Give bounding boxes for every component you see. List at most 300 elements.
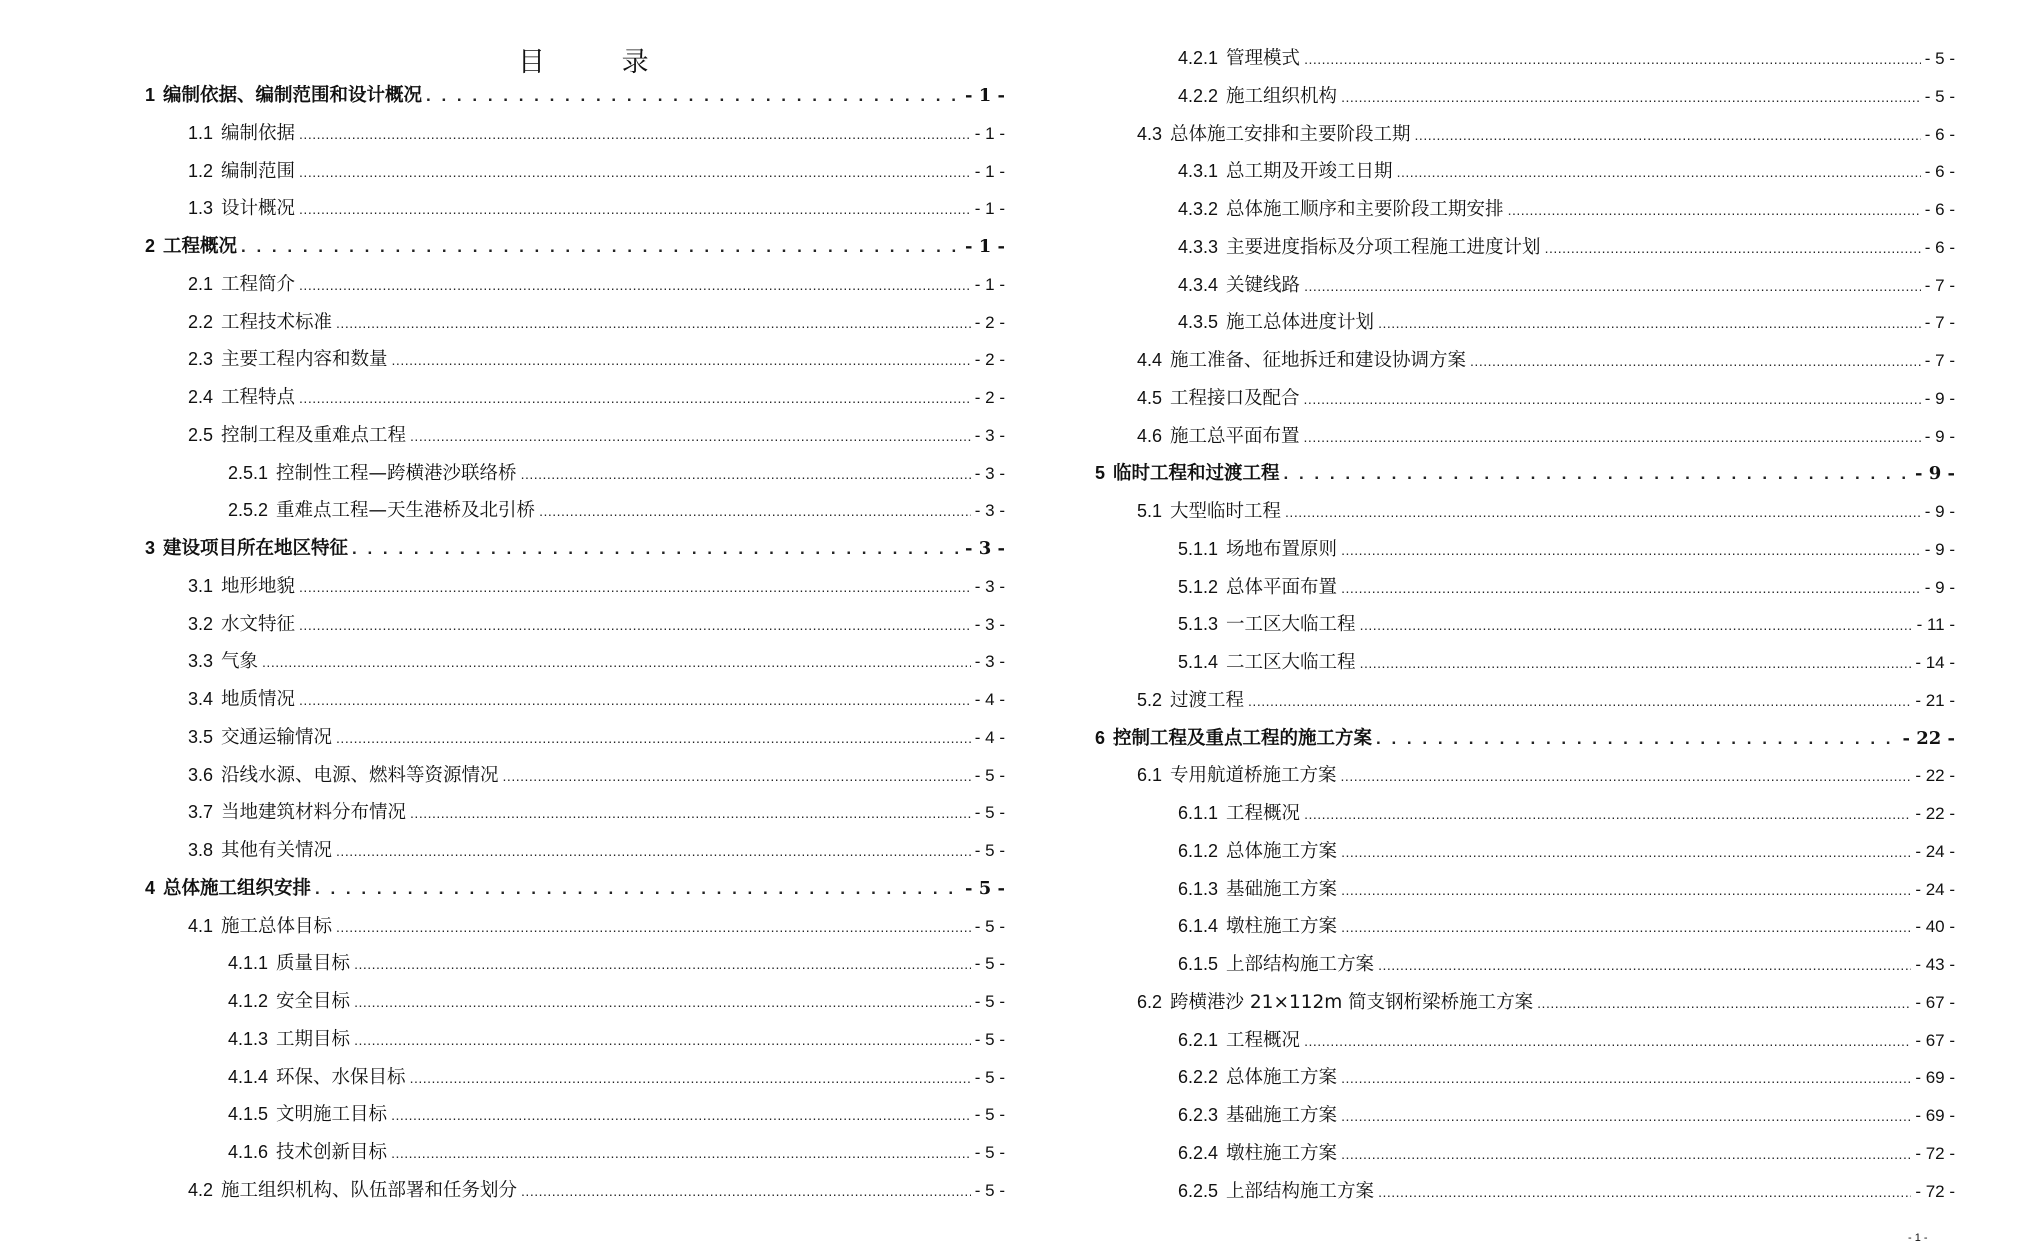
toc-entry-page: - 9 - bbox=[1924, 539, 1955, 559]
toc-leader-dots bbox=[299, 385, 971, 411]
toc-entry-label: 地质情况 bbox=[221, 689, 296, 710]
toc-entry[interactable] bbox=[1178, 83, 1955, 110]
toc-leader-dots bbox=[1341, 1141, 1911, 1167]
toc-entry-page: - 5 - bbox=[974, 1143, 1005, 1162]
toc-entry[interactable] bbox=[1137, 498, 1955, 525]
toc-entry-label: 质量目标 bbox=[276, 953, 351, 975]
toc-leader-dots bbox=[262, 649, 971, 675]
toc-entry[interactable] bbox=[145, 233, 1005, 260]
toc-entry[interactable] bbox=[1178, 876, 1955, 903]
toc-entry-page: - 4 - bbox=[974, 727, 1005, 747]
toc-entry-label: 总体施工组织安排 bbox=[163, 877, 312, 899]
toc-entry-number: 6.1.1 bbox=[1178, 803, 1219, 823]
toc-entry-page: - 69 - bbox=[1915, 1106, 1955, 1125]
toc-entry-page: - 5 - bbox=[974, 1029, 1005, 1049]
toc-entry-number: 1.1 bbox=[188, 122, 214, 143]
toc-entry-number: 6.1.2 bbox=[1178, 840, 1219, 861]
toc-entry-label: 上部结构施工方案 bbox=[1226, 1180, 1375, 1202]
toc-entry[interactable] bbox=[145, 875, 1005, 902]
toc-entry-number: 6.1.3 bbox=[1178, 878, 1219, 899]
toc-entry-page: - 3 - bbox=[974, 425, 1005, 445]
toc-entry-page: - 5 - bbox=[974, 992, 1005, 1011]
toc-entry-label: 一工区大临工程 bbox=[1226, 614, 1356, 636]
toc-entry[interactable] bbox=[1178, 611, 1955, 638]
toc-leader-dots bbox=[1304, 386, 1921, 412]
toc-entry-page: - 72 - bbox=[1915, 1143, 1955, 1163]
toc-leader-dots bbox=[521, 1178, 971, 1204]
toc-leader-dots bbox=[299, 687, 971, 713]
toc-entry-label: 环保、水保目标 bbox=[276, 1066, 406, 1088]
toc-entry-page: - 9 - bbox=[1924, 426, 1955, 446]
toc-entry-page: - 6 - bbox=[1924, 124, 1955, 144]
toc-entry[interactable] bbox=[1137, 687, 1955, 714]
toc-entry-label: 跨横港沙 21×112m 简支钢桁梁桥施工方案 bbox=[1170, 991, 1534, 1013]
toc-entry-page: - 5 - bbox=[974, 1067, 1005, 1087]
toc-leader-dots bbox=[1285, 499, 1921, 525]
toc-entry-page: - 2 - bbox=[974, 388, 1005, 407]
toc-entry[interactable] bbox=[1178, 574, 1955, 601]
toc-leader-dots bbox=[354, 1027, 971, 1053]
toc-leader-dots bbox=[354, 989, 971, 1015]
toc-entry-label: 施工组织机构、队伍部署和任务划分 bbox=[221, 1179, 518, 1201]
toc-leader-dots bbox=[1376, 726, 1898, 752]
toc-entry-number: 4.5 bbox=[1137, 387, 1163, 408]
toc-leader-dots bbox=[410, 423, 971, 449]
toc-entry-label: 工程特点 bbox=[221, 387, 296, 408]
toc-entry-label: 沿线水源、电源、燃料等资源情况 bbox=[221, 764, 499, 786]
toc-leader-dots bbox=[1415, 122, 1921, 148]
toc-entry-page: - 67 - bbox=[1915, 1030, 1955, 1050]
toc-entry-page: - 21 - bbox=[1915, 690, 1955, 710]
toc-leader-dots bbox=[1360, 612, 1913, 638]
toc-entry-page: - 7 - bbox=[1924, 351, 1955, 370]
toc-entry[interactable] bbox=[188, 837, 1005, 864]
toc-leader-dots bbox=[1304, 424, 1921, 450]
toc-entry-number: 2.3 bbox=[188, 349, 214, 370]
toc-entry-page: - 3 - bbox=[974, 614, 1005, 634]
toc-entry-number: 5.1.4 bbox=[1178, 652, 1219, 672]
toc-entry-page: - 22 - bbox=[1915, 766, 1955, 786]
toc-leader-dots bbox=[1378, 310, 1921, 336]
toc-entry[interactable] bbox=[228, 1139, 1005, 1166]
toc-entry-label: 基础施工方案 bbox=[1226, 878, 1338, 900]
toc-entry-label: 关键线路 bbox=[1226, 274, 1301, 296]
toc-entry-label: 总体施工方案 bbox=[1226, 840, 1338, 862]
toc-entry-number: 6 bbox=[1095, 727, 1106, 748]
toc-leader-dots bbox=[315, 876, 961, 902]
toc-entry[interactable] bbox=[228, 988, 1005, 1015]
toc-entry[interactable] bbox=[145, 535, 1005, 562]
toc-entry-page: - 5 - bbox=[965, 877, 1005, 899]
toc-entry[interactable] bbox=[1178, 800, 1955, 827]
toc-entry-number: 6.2.5 bbox=[1178, 1180, 1219, 1201]
toc-entry-page: - 5 - bbox=[1924, 49, 1955, 68]
toc-leader-dots bbox=[521, 461, 971, 487]
toc-entry-number: 4.1.3 bbox=[228, 1028, 269, 1049]
toc-entry[interactable] bbox=[228, 1064, 1005, 1091]
toc-entry-page: - 3 - bbox=[974, 463, 1005, 483]
toc-entry[interactable] bbox=[1178, 158, 1955, 185]
toc-entry-number: 2.5.2 bbox=[228, 500, 269, 521]
toc-leader-dots bbox=[1397, 159, 1921, 185]
toc-leader-dots bbox=[410, 1065, 971, 1091]
toc-leader-dots bbox=[241, 234, 961, 260]
toc-entry-number: 4.3.3 bbox=[1178, 236, 1219, 257]
toc-entry[interactable] bbox=[1178, 45, 1955, 72]
toc-entry-label: 上部结构施工方案 bbox=[1226, 954, 1375, 975]
toc-leader-dots bbox=[1545, 235, 1921, 261]
toc-leader-dots bbox=[336, 914, 971, 940]
toc-entry-number: 6.2.1 bbox=[1178, 1029, 1219, 1050]
toc-leader-dots bbox=[1284, 461, 1911, 487]
toc-entry-number: 3.5 bbox=[188, 726, 214, 747]
toc-entry-number: 4.3.5 bbox=[1178, 312, 1219, 333]
toc-leader-dots bbox=[1378, 952, 1911, 978]
toc-entry[interactable] bbox=[188, 346, 1005, 373]
toc-entry-page: - 11 - bbox=[1916, 615, 1955, 635]
toc-entry-label: 工程概况 bbox=[163, 236, 238, 257]
toc-entry-label: 墩柱施工方案 bbox=[1226, 916, 1338, 938]
toc-leader-dots bbox=[1360, 650, 1912, 676]
toc-entry[interactable] bbox=[188, 120, 1005, 147]
toc-leader-dots bbox=[1508, 197, 1921, 223]
toc-entry-number: 4.3.2 bbox=[1178, 199, 1219, 219]
toc-entry[interactable] bbox=[188, 724, 1005, 751]
toc-entry-number: 4.1.1 bbox=[228, 953, 269, 974]
toc-entry-number: 4.1.4 bbox=[228, 1066, 269, 1087]
toc-leader-dots bbox=[336, 838, 971, 864]
toc-entry-page: - 9 - bbox=[1924, 577, 1955, 597]
footer-page-number: - 1 - bbox=[1908, 1232, 1928, 1244]
toc-entry-page: - 3 - bbox=[974, 576, 1005, 596]
toc-entry-page: - 24 - bbox=[1915, 879, 1955, 899]
toc-entry-number: 1.3 bbox=[188, 198, 214, 219]
toc-entry-label: 控制工程及重点工程的施工方案 bbox=[1113, 727, 1373, 749]
toc-entry-label: 总体施工安排和主要阶段工期 bbox=[1170, 123, 1411, 145]
toc-leader-dots bbox=[299, 272, 971, 298]
toc-entry-page: - 7 - bbox=[1924, 313, 1955, 333]
toc-entry-number: 2.5 bbox=[188, 424, 214, 445]
toc-entry[interactable] bbox=[1178, 234, 1955, 261]
toc-entry[interactable] bbox=[188, 686, 1005, 713]
toc-entry-label: 施工总体目标 bbox=[221, 915, 333, 937]
toc-entry-page: - 6 - bbox=[1924, 162, 1955, 182]
toc-entry[interactable] bbox=[1137, 347, 1955, 374]
toc-entry-page: - 5 - bbox=[974, 841, 1005, 860]
toc-entry-number: 6.2.2 bbox=[1178, 1067, 1219, 1088]
toc-entry[interactable] bbox=[1137, 385, 1955, 412]
toc-entry[interactable] bbox=[1178, 309, 1955, 336]
toc-entry-page: - 5 - bbox=[974, 765, 1005, 785]
toc-leader-dots bbox=[426, 83, 961, 109]
toc-entry-page: - 1 - bbox=[965, 236, 1005, 257]
toc-entry-page: - 2 - bbox=[974, 350, 1005, 370]
toc-entry-label: 大型临时工程 bbox=[1170, 501, 1282, 522]
toc-entry[interactable] bbox=[1178, 913, 1955, 940]
toc-entry-label: 气象 bbox=[221, 651, 259, 673]
toc-entry-number: 4.2.1 bbox=[1178, 48, 1219, 68]
toc-entry-page: - 72 - bbox=[1915, 1181, 1955, 1201]
toc-entry-page: - 2 - bbox=[974, 312, 1005, 332]
toc-leader-dots bbox=[1470, 348, 1921, 374]
toc-entry-page: - 69 - bbox=[1915, 1068, 1955, 1088]
toc-entry[interactable] bbox=[1178, 1140, 1955, 1167]
toc-entry-number: 2.2 bbox=[188, 311, 214, 332]
toc-entry-number: 2.5.1 bbox=[228, 462, 269, 483]
toc-entry-label: 施工总平面布置 bbox=[1170, 425, 1300, 447]
toc-leader-dots bbox=[391, 1140, 971, 1166]
toc-entry-number: 4.2.2 bbox=[1178, 85, 1219, 106]
toc-entry[interactable] bbox=[188, 309, 1005, 336]
toc-entry[interactable] bbox=[145, 82, 1005, 109]
toc-entry[interactable] bbox=[1178, 1178, 1955, 1205]
toc-leader-dots bbox=[1341, 84, 1921, 110]
toc-entry-number: 6.1 bbox=[1137, 765, 1163, 786]
toc-leader-dots bbox=[1304, 801, 1911, 827]
toc-entry-label: 水文特征 bbox=[221, 613, 296, 635]
toc-entry-label: 安全目标 bbox=[276, 991, 351, 1012]
toc-entry-page: - 24 - bbox=[1915, 841, 1955, 861]
toc-entry[interactable] bbox=[188, 1177, 1005, 1204]
toc-entry-label: 工期目标 bbox=[276, 1028, 351, 1050]
toc-entry-number: 3.3 bbox=[188, 651, 214, 672]
toc-entry-label: 主要进度指标及分项工程施工进度计划 bbox=[1226, 236, 1541, 258]
toc-entry-number: 4.2 bbox=[188, 1179, 214, 1200]
toc-entry-page: - 6 - bbox=[1924, 237, 1955, 257]
toc-leader-dots bbox=[539, 498, 971, 524]
toc-entry-number: 5.2 bbox=[1137, 689, 1163, 710]
toc-entry-number: 4.3 bbox=[1137, 123, 1163, 144]
toc-entry-page: - 4 - bbox=[974, 690, 1005, 709]
toc-entry-page: - 40 - bbox=[1915, 917, 1955, 937]
toc-entry[interactable] bbox=[1095, 725, 1955, 752]
toc-entry-label: 二工区大临工程 bbox=[1226, 652, 1356, 673]
toc-entry-label: 总体平面布置 bbox=[1226, 576, 1338, 598]
toc-entry-label: 工程技术标准 bbox=[221, 311, 333, 333]
toc-entry-number: 2 bbox=[145, 236, 156, 256]
toc-entry-label: 其他有关情况 bbox=[221, 840, 333, 861]
toc-entry-label: 工程概况 bbox=[1226, 803, 1301, 824]
toc-leader-dots bbox=[336, 310, 971, 336]
toc-entry-label: 地形地貌 bbox=[221, 575, 296, 597]
toc-entry-page: - 22 - bbox=[1915, 804, 1955, 823]
toc-entry[interactable] bbox=[188, 913, 1005, 940]
toc-leader-dots bbox=[354, 951, 971, 977]
toc-entry-page: - 6 - bbox=[1924, 200, 1955, 219]
toc-leader-dots bbox=[1341, 763, 1912, 789]
toc-entry-label: 过渡工程 bbox=[1170, 689, 1245, 711]
toc-entry[interactable] bbox=[188, 422, 1005, 449]
toc-entry-number: 3 bbox=[145, 538, 156, 558]
toc-entry[interactable] bbox=[1178, 1064, 1955, 1091]
toc-entry-label: 场地布置原则 bbox=[1226, 538, 1338, 560]
toc-entry-number: 4.1.6 bbox=[228, 1142, 269, 1162]
toc-leader-dots bbox=[1341, 839, 1911, 865]
toc-entry-page: - 5 - bbox=[974, 803, 1005, 823]
toc-entry-number: 4.4 bbox=[1137, 350, 1163, 370]
toc-leader-dots bbox=[1248, 688, 1911, 714]
toc-entry-number: 4.6 bbox=[1137, 425, 1163, 446]
toc-entry[interactable] bbox=[188, 648, 1005, 675]
toc-entry[interactable] bbox=[228, 950, 1005, 977]
toc-entry-label: 墩柱施工方案 bbox=[1226, 1142, 1338, 1164]
toc-entry-page: - 5 - bbox=[974, 1180, 1005, 1200]
toc-entry-page: - 1 - bbox=[974, 123, 1005, 143]
toc-leader-dots bbox=[299, 159, 971, 185]
toc-entry-label: 施工组织机构 bbox=[1226, 85, 1338, 107]
toc-leader-dots bbox=[1537, 990, 1911, 1016]
toc-entry[interactable] bbox=[1178, 838, 1955, 865]
toc-entry-number: 5.1.1 bbox=[1178, 538, 1219, 559]
toc-entry[interactable] bbox=[1178, 196, 1955, 223]
toc-leader-dots bbox=[1304, 1028, 1911, 1054]
toc-entry-page: - 7 - bbox=[1924, 275, 1955, 295]
toc-entry[interactable] bbox=[228, 460, 1005, 487]
toc-leader-dots bbox=[391, 1102, 971, 1128]
toc-entry-label: 技术创新目标 bbox=[276, 1142, 388, 1163]
toc-entry-number: 6.2 bbox=[1137, 991, 1163, 1012]
toc-entry-number: 5.1.2 bbox=[1178, 576, 1219, 597]
toc-entry-page: - 3 - bbox=[974, 501, 1005, 521]
toc-entry[interactable] bbox=[1178, 951, 1955, 978]
toc-entry-page: - 1 - bbox=[965, 85, 1005, 106]
toc-entry-page: - 22 - bbox=[1902, 727, 1955, 749]
toc-entry-label: 总体施工顺序和主要阶段工期安排 bbox=[1226, 199, 1504, 220]
toc-leader-dots bbox=[299, 574, 971, 600]
toc-entry[interactable] bbox=[1178, 272, 1955, 299]
toc-entry-page: - 1 - bbox=[974, 161, 1005, 181]
toc-entry-label: 总体施工方案 bbox=[1226, 1067, 1338, 1089]
toc-entry-page: - 5 - bbox=[974, 916, 1005, 936]
toc-entry-page: - 9 - bbox=[1924, 502, 1955, 521]
toc-entry[interactable] bbox=[228, 497, 1005, 524]
toc-entry-label: 交通运输情况 bbox=[221, 726, 333, 748]
toc-leader-dots bbox=[299, 612, 971, 638]
toc-entry-page: - 9 - bbox=[1915, 463, 1955, 485]
toc-entry[interactable] bbox=[1137, 423, 1955, 450]
toc-entry-number: 6.1.5 bbox=[1178, 954, 1219, 974]
toc-entry-label: 编制依据、编制范围和设计概况 bbox=[163, 85, 423, 106]
toc-entry[interactable] bbox=[1178, 536, 1955, 563]
toc-entry-number: 2.4 bbox=[188, 387, 214, 407]
toc-entry-number: 4.3.1 bbox=[1178, 161, 1219, 182]
toc-entry-label: 当地建筑材料分布情况 bbox=[221, 802, 407, 824]
toc-entry[interactable] bbox=[188, 762, 1005, 789]
toc-entry[interactable] bbox=[188, 573, 1005, 600]
toc-entry[interactable] bbox=[188, 384, 1005, 411]
toc-entry-number: 6.2.4 bbox=[1178, 1142, 1219, 1163]
toc-entry-number: 6.2.3 bbox=[1178, 1105, 1219, 1125]
toc-entry-number: 5.1 bbox=[1137, 501, 1163, 521]
toc-entry-label: 管理模式 bbox=[1226, 48, 1301, 69]
toc-entry[interactable] bbox=[1178, 1102, 1955, 1129]
toc-entry[interactable] bbox=[1137, 989, 1955, 1016]
toc-entry-label: 工程简介 bbox=[221, 273, 296, 295]
toc-entry-label: 设计概况 bbox=[221, 198, 296, 220]
toc-entry[interactable] bbox=[188, 611, 1005, 638]
toc-leader-dots bbox=[299, 121, 971, 147]
toc-entry-label: 施工准备、征地拆迁和建设协调方案 bbox=[1170, 350, 1467, 371]
toc-entry-number: 6.1.4 bbox=[1178, 916, 1219, 937]
toc-entry-label: 编制范围 bbox=[221, 160, 296, 182]
toc-entry-label: 控制工程及重难点工程 bbox=[221, 424, 407, 446]
toc-leader-dots bbox=[410, 800, 971, 826]
toc-entry-label: 工程概况 bbox=[1226, 1029, 1301, 1051]
toc-leader-dots bbox=[1341, 914, 1911, 940]
toc-entry-number: 3.4 bbox=[188, 689, 214, 709]
toc-title: 目 录 bbox=[518, 47, 683, 78]
toc-entry-page: - 5 - bbox=[1924, 86, 1955, 106]
toc-entry[interactable] bbox=[1178, 649, 1955, 676]
toc-entry-number: 3.6 bbox=[188, 764, 214, 785]
toc-entry-label: 主要工程内容和数量 bbox=[221, 349, 388, 371]
toc-leader-dots bbox=[1304, 46, 1921, 72]
toc-leader-dots bbox=[336, 725, 971, 751]
toc-leader-dots bbox=[1341, 537, 1921, 563]
toc-entry-number: 1.2 bbox=[188, 160, 214, 181]
toc-leader-dots bbox=[392, 347, 971, 373]
toc-entry-number: 2.1 bbox=[188, 273, 214, 294]
toc-entry-number: 5 bbox=[1095, 463, 1106, 484]
toc-leader-dots bbox=[1341, 877, 1911, 903]
toc-entry[interactable] bbox=[228, 1101, 1005, 1128]
toc-entry-number: 4.1.5 bbox=[228, 1104, 269, 1125]
toc-entry-label: 控制性工程—跨横港沙联络桥 bbox=[276, 462, 517, 484]
toc-entry-page: - 14 - bbox=[1915, 653, 1955, 672]
toc-entry-label: 重难点工程—天生港桥及北引桥 bbox=[276, 500, 536, 522]
toc-leader-dots bbox=[1341, 1065, 1911, 1091]
toc-entry-page: - 5 - bbox=[974, 954, 1005, 974]
toc-leader-dots bbox=[1341, 1103, 1911, 1129]
toc-entry-number: 1 bbox=[145, 85, 156, 105]
toc-entry-page: - 3 - bbox=[974, 652, 1005, 672]
toc-entry-label: 文明施工目标 bbox=[276, 1104, 388, 1126]
toc-entry-number: 5.1.3 bbox=[1178, 614, 1219, 635]
toc-entry-page: - 9 - bbox=[1924, 388, 1955, 408]
toc-entry-page: - 1 - bbox=[974, 274, 1005, 294]
toc-entry-label: 建设项目所在地区特征 bbox=[163, 538, 349, 559]
toc-leader-dots bbox=[352, 536, 961, 562]
toc-entry-page: - 67 - bbox=[1915, 992, 1955, 1012]
toc-entry[interactable] bbox=[1137, 762, 1955, 789]
toc-entry-label: 工程接口及配合 bbox=[1170, 387, 1300, 409]
toc-entry-label: 施工总体进度计划 bbox=[1226, 312, 1375, 334]
toc-entry-number: 4.3.4 bbox=[1178, 274, 1219, 295]
toc-entry-label: 基础施工方案 bbox=[1226, 1105, 1338, 1126]
toc-entry-number: 3.1 bbox=[188, 575, 214, 596]
toc-entry[interactable] bbox=[1178, 1027, 1955, 1054]
toc-entry[interactable] bbox=[1137, 121, 1955, 148]
toc-entry[interactable] bbox=[228, 1026, 1005, 1053]
toc-entry[interactable] bbox=[188, 158, 1005, 185]
toc-leader-dots bbox=[1304, 273, 1921, 299]
toc-entry-page: - 5 - bbox=[974, 1105, 1005, 1125]
toc-entry-number: 4.1 bbox=[188, 915, 214, 936]
toc-entry-label: 专用航道桥施工方案 bbox=[1170, 765, 1337, 787]
toc-entry[interactable] bbox=[188, 195, 1005, 222]
toc-entry[interactable] bbox=[188, 271, 1005, 298]
toc-entry[interactable] bbox=[188, 799, 1005, 826]
toc-entry-number: 4 bbox=[145, 877, 156, 898]
toc-entry-page: - 3 - bbox=[965, 538, 1005, 559]
toc-entry-page: - 43 - bbox=[1915, 955, 1955, 974]
toc-entry-label: 临时工程和过渡工程 bbox=[1113, 463, 1280, 485]
toc-entry-number: 3.8 bbox=[188, 840, 214, 860]
toc-leader-dots bbox=[503, 763, 971, 789]
toc-entry[interactable] bbox=[1095, 460, 1955, 487]
toc-entry-page: - 1 - bbox=[974, 199, 1005, 219]
toc-leader-dots bbox=[1378, 1179, 1911, 1205]
